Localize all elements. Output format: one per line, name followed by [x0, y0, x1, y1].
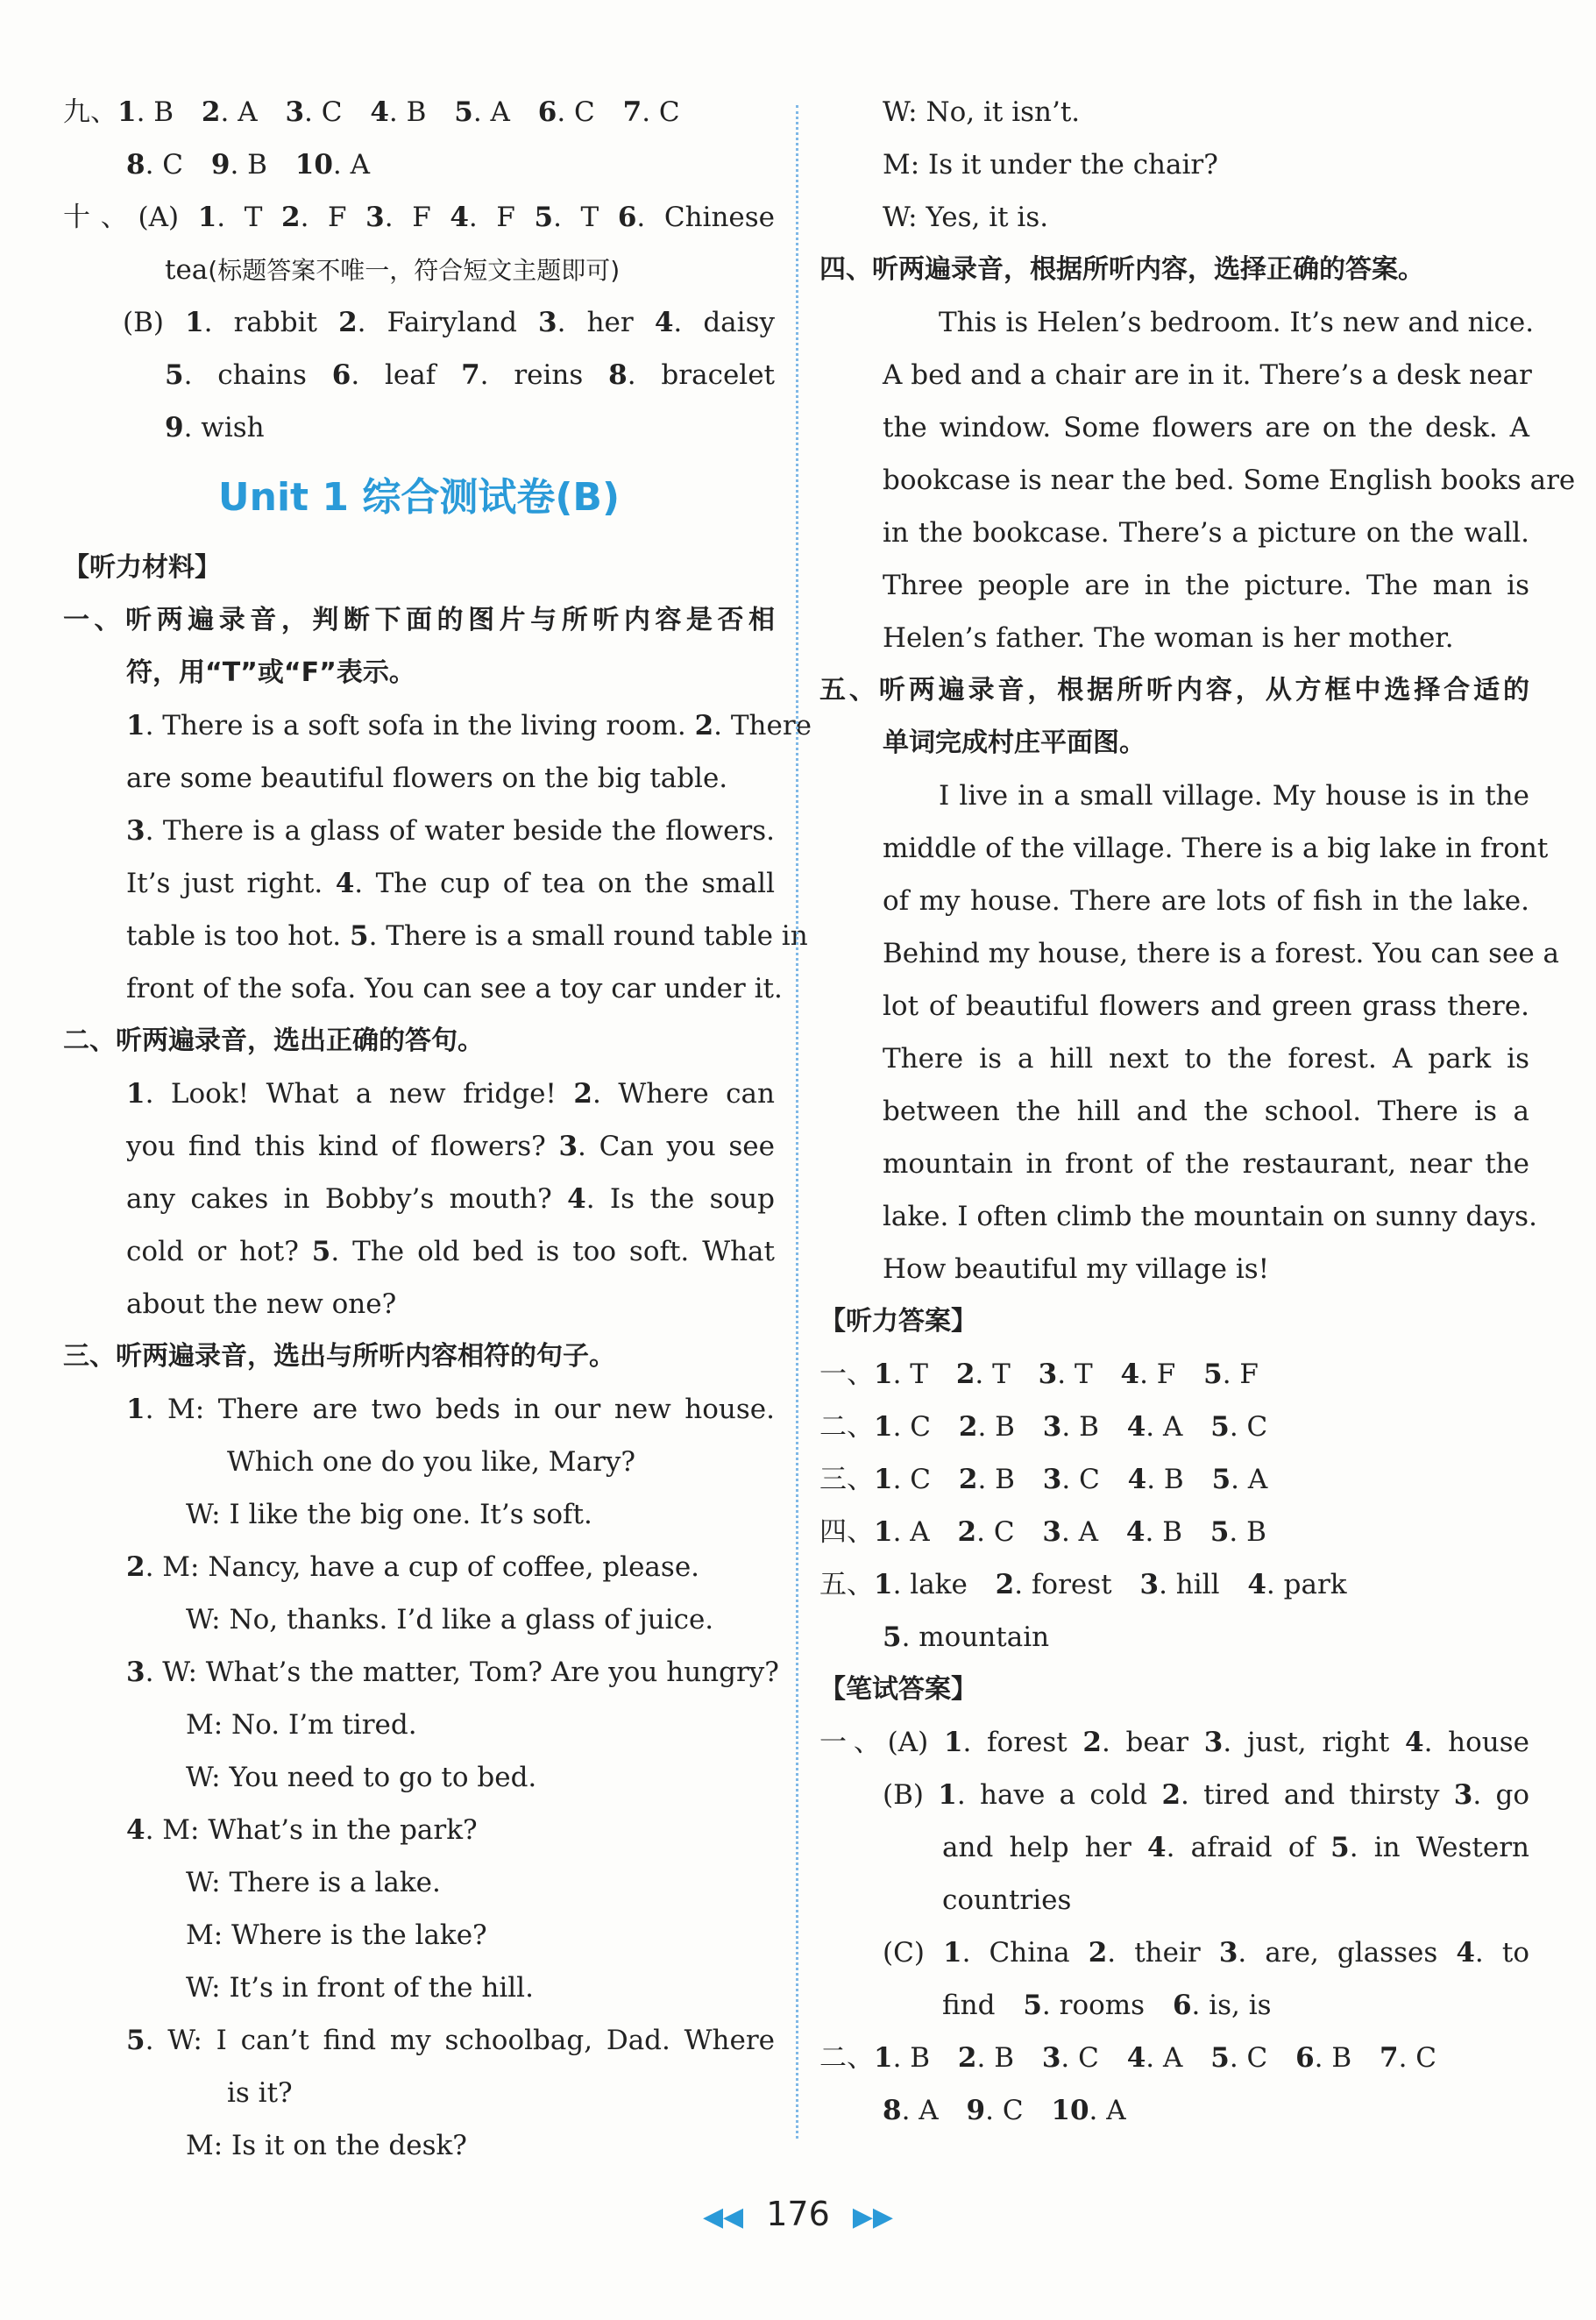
text-line: you find this kind of flowers? 3. Can you see — [126, 1131, 775, 1162]
text-line: (C) 1. China 2. their 3. are, glasses 4. to — [883, 1937, 1529, 1969]
section-heading: 五、听两遍录音，根据所听内容，从方框中选择合适的 — [819, 675, 1529, 706]
text-line: the window. Some flowers are on the desk. A — [883, 412, 1529, 443]
text-line: 十、(A) 1. T 2. F 3. F 4. F 5. T 6. Chinese — [63, 202, 776, 233]
section-heading: 【听力材料】 — [63, 552, 221, 583]
right-column — [819, 86, 1576, 2137]
text-line: W: No, thanks. I’d like a glass of juice. — [186, 1604, 714, 1635]
text-line: 二、1. C 2. B 3. B 4. A 5. C — [819, 1411, 1268, 1443]
text-line: between the hill and the school. There is a — [883, 1096, 1529, 1127]
text-line: Helen’s father. The woman is her mother. — [883, 622, 1454, 654]
text-line: lake. I often climb the mountain on sunny days. — [883, 1201, 1537, 1232]
text-line: M: Where is the lake? — [186, 1919, 487, 1951]
section-heading: 符，用“T”或“F”表示。 — [126, 657, 415, 688]
text-line: lot of beautiful flowers and green grass there. — [883, 990, 1529, 1022]
text-line: 一、1. T 2. T 3. T 4. F 5. F — [819, 1359, 1259, 1390]
text-line: M: Is it under the chair? — [883, 149, 1218, 181]
text-line: I live in a small village. My house is in the — [939, 780, 1529, 812]
page-number: 176 — [766, 2195, 830, 2233]
text-line: Three people are in the picture. The man is — [883, 570, 1529, 601]
text-line: 5. chains 6. leaf 7. reins 8. bracelet — [165, 359, 776, 391]
section-heading: 单词完成村庄平面图。 — [883, 727, 1146, 758]
text-line: bookcase is near the bed. Some English books are — [883, 465, 1576, 496]
text-line: 8. A 9. C 10. A — [883, 2095, 1126, 2126]
text-line: countries — [942, 1884, 1072, 1916]
text-line: 5. mountain — [883, 1621, 1050, 1653]
text-line: 3. There is a glass of water beside the flowers. — [126, 815, 775, 847]
text-line: Behind my house, there is a forest. You can see a — [883, 938, 1560, 969]
text-line: How beautiful my village is! — [883, 1253, 1270, 1285]
section-heading: 一、听两遍录音，判断下面的图片与所听内容是否相 — [63, 605, 775, 635]
text-line: Which one do you like, Mary? — [227, 1446, 635, 1478]
column-divider — [796, 105, 798, 2139]
text-line: 5. W: I can’t find my schoolbag, Dad. Where — [126, 2025, 775, 2056]
text-line: 9. wish — [165, 412, 265, 443]
text-line: in the bookcase. There’s a picture on the wall. — [883, 517, 1529, 549]
text-line: It’s just right. 4. The cup of tea on the small — [126, 868, 776, 899]
text-line: 1. M: There are two beds in our new house. — [126, 1394, 775, 1425]
left-column — [63, 86, 812, 2172]
text-line: 2. M: Nancy, have a cup of coffee, please. — [126, 1551, 700, 1583]
section-heading: 四、听两遍录音，根据所听内容，选择正确的答案。 — [819, 254, 1424, 285]
text-line: cold or hot? 5. The old bed is too soft. What — [126, 1236, 775, 1267]
text-line: W: You need to go to bed. — [186, 1762, 537, 1793]
text-line: are some beautiful flowers on the big table. — [126, 763, 728, 794]
text-line: W: There is a lake. — [186, 1867, 441, 1898]
text-line: M: No. I’m tired. — [186, 1709, 417, 1741]
prev-arrows-icon: ◀◀ — [702, 2202, 744, 2232]
text-line: 五、1. lake 2. forest 3. hill 4. park — [819, 1569, 1347, 1600]
text-line: A bed and a chair are in it. There’s a desk near — [883, 359, 1532, 391]
text-line: 8. C 9. B 10. A — [126, 149, 371, 181]
text-line: 1. There is a soft sofa in the living room. 2. There — [126, 710, 812, 741]
text-line: 4. M: What’s in the park? — [126, 1814, 478, 1846]
text-line: about the new one? — [126, 1288, 397, 1320]
text-line: M: Is it on the desk? — [186, 2130, 467, 2161]
text-line: mountain in front of the restaurant, near the — [883, 1148, 1529, 1180]
text-line: of my house. There are lots of fish in the lake. — [883, 885, 1529, 917]
section-heading: 【笔试答案】 — [819, 1674, 977, 1705]
text-line: W: I like the big one. It’s soft. — [186, 1499, 592, 1530]
text-line: W: No, it isn’t. — [883, 96, 1081, 128]
text-line: is it? — [227, 2077, 293, 2109]
text-line: 1. Look! What a new fridge! 2. Where can — [126, 1078, 775, 1110]
next-arrows-icon: ▶▶ — [852, 2202, 894, 2232]
text-line: 三、1. C 2. B 3. C 4. B 5. A — [819, 1464, 1268, 1495]
text-line: (B) 1. have a cold 2. tired and thirsty 3. go — [883, 1779, 1529, 1811]
section-heading: 三、听两遍录音，选出与所听内容相符的句子。 — [63, 1341, 615, 1372]
section-title: Unit 1 综合测试卷(B) — [217, 475, 621, 520]
text-line: (B) 1. rabbit 2. Fairyland 3. her 4. daisy — [123, 307, 776, 338]
text-line: 3. W: What’s the matter, Tom? Are you hungry? — [126, 1657, 779, 1688]
section-heading: 二、听两遍录音，选出正确的答句。 — [63, 1025, 484, 1056]
text-line: 一、(A) 1. forest 2. bear 3. just, right 4. house — [819, 1727, 1529, 1758]
text-line: This is Helen’s bedroom. It’s new and nice. — [939, 307, 1535, 338]
text-line: There is a hill next to the forest. A park is — [883, 1043, 1529, 1075]
page-footer — [0, 2188, 1596, 2240]
text-line: front of the sofa. You can see a toy car under it. — [126, 973, 783, 1004]
text-line: W: It’s in front of the hill. — [186, 1972, 534, 2004]
text-line: 二、1. B 2. B 3. C 4. A 5. C 6. B 7. C — [819, 2042, 1437, 2074]
text-line: any cakes in Bobby’s mouth? 4. Is the soup — [126, 1183, 775, 1215]
text-line: tea(标题答案不唯一，符合短文主题即可) — [165, 254, 621, 286]
text-line: middle of the village. There is a big lake in front — [883, 833, 1549, 864]
text-line: 四、1. A 2. C 3. A 4. B 5. B — [819, 1516, 1266, 1548]
text-line: find 5. rooms 6. is, is — [942, 1990, 1272, 2021]
text-line: W: Yes, it is. — [883, 202, 1049, 233]
text-line: and help her 4. afraid of 5. in Western — [942, 1832, 1529, 1863]
section-heading: 【听力答案】 — [819, 1306, 977, 1337]
text-line: table is too hot. 5. There is a small round table in — [126, 920, 808, 952]
text-line: 九、1. B 2. A 3. C 4. B 5. A 6. C 7. C — [63, 96, 680, 128]
